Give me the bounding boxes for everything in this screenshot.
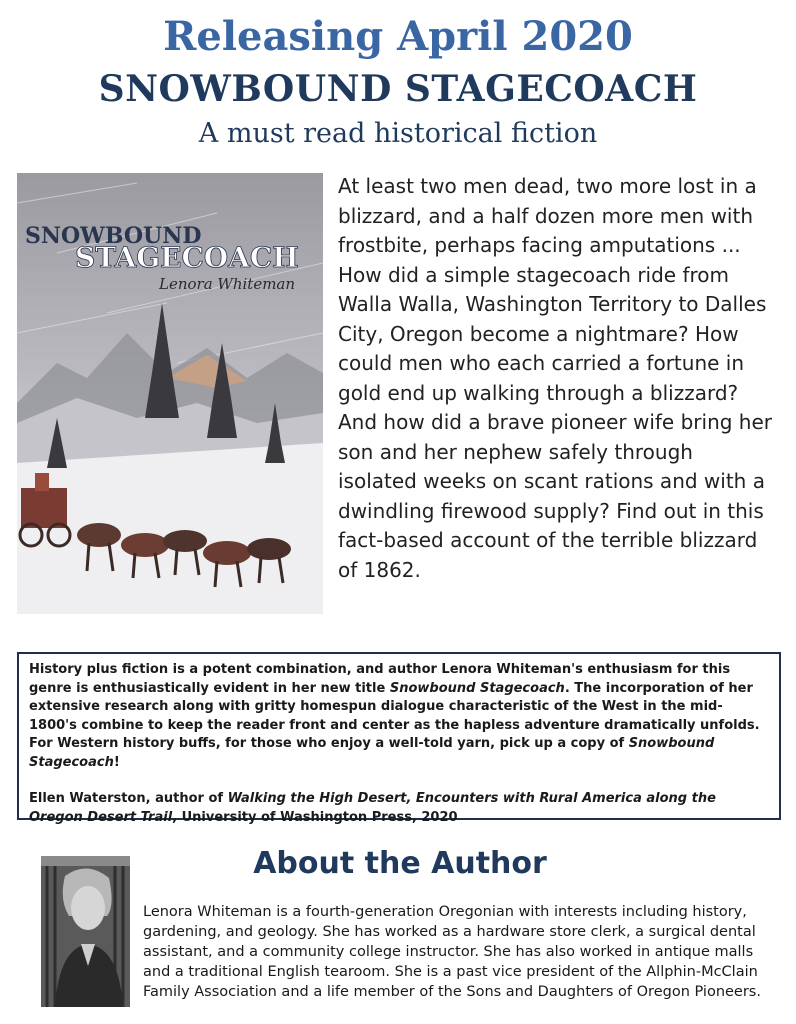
about-author-heading: About the Author — [253, 846, 547, 881]
cover-title-line2: STAGECOACH — [75, 241, 299, 274]
review-quote: History plus fiction is a potent combination, and author Lenora Whiteman's enthusiasm for this genre is enthusiastically evident in her new title Snowbound Stagecoach. The incorporation of her extensive research along with gritty homespun dialogue characteristic of the West in the mid-1800's combine to keep the reader front and center as the hapless adventure dramatically unfolds. For Western history buffs, for those who enjoy a well-told yarn, pick up a copy of Snowbound Stagecoach! — [29, 662, 760, 770]
author-photo — [41, 856, 130, 1007]
review-book-title-2: Snowbound Stagecoach — [29, 736, 715, 770]
review-box — [17, 652, 781, 825]
cover-title-line1: SNOWBOUND — [25, 223, 202, 249]
blurb-questions: How did a simple stagecoach ride from Walla Walla, Washington Territory to Dalles City, Oregon become a nightmare? How could men who each carried a fortune in gold end up walking through a blizzard? And how did a brave pioneer wife bring her son and her nephew safely through isolated weeks on scant rations and with a dwindling firewood supply? Find out in this fact-based account of the terrible blizzard of 1862. — [338, 262, 773, 582]
book-cover-image — [17, 173, 323, 614]
tagline-heading: A must read historical fiction — [198, 118, 598, 149]
author-bio: Lenora Whiteman is a fourth-generation Oregonian with interests including history, gardening, and geology. She has worked as a hardware store clerk, a surgical dental assistant, and a community college instructor. She has also worked in antique malls and a traditional English tearoom. She is a past vice president of the Allphin-McClain Family Association and a life member of the Sons and Daughters of Oregon Pioneers. — [143, 904, 761, 1000]
reviewer-books: Walking the High Desert, Encounters with Rural America along the Oregon Desert Trail — [29, 791, 716, 825]
review-attribution: Ellen Waterston, author of Walking the High Desert, Encounters with Rural America along the Oregon Desert Trail, University of Washington Press, 2020 — [29, 791, 716, 825]
blurb-intro: At least two men dead, two more lost in a blizzard, and a half dozen more men with frostbite, perhaps facing amputations ... — [338, 174, 757, 257]
review-book-title: Snowbound Stagecoach — [389, 680, 565, 696]
release-heading: Releasing April 2020 — [163, 13, 633, 60]
cover-author: Lenora Whiteman — [159, 275, 296, 293]
book-blurb — [338, 172, 778, 585]
book-title-heading: SNOWBOUND STAGECOACH — [98, 68, 698, 110]
